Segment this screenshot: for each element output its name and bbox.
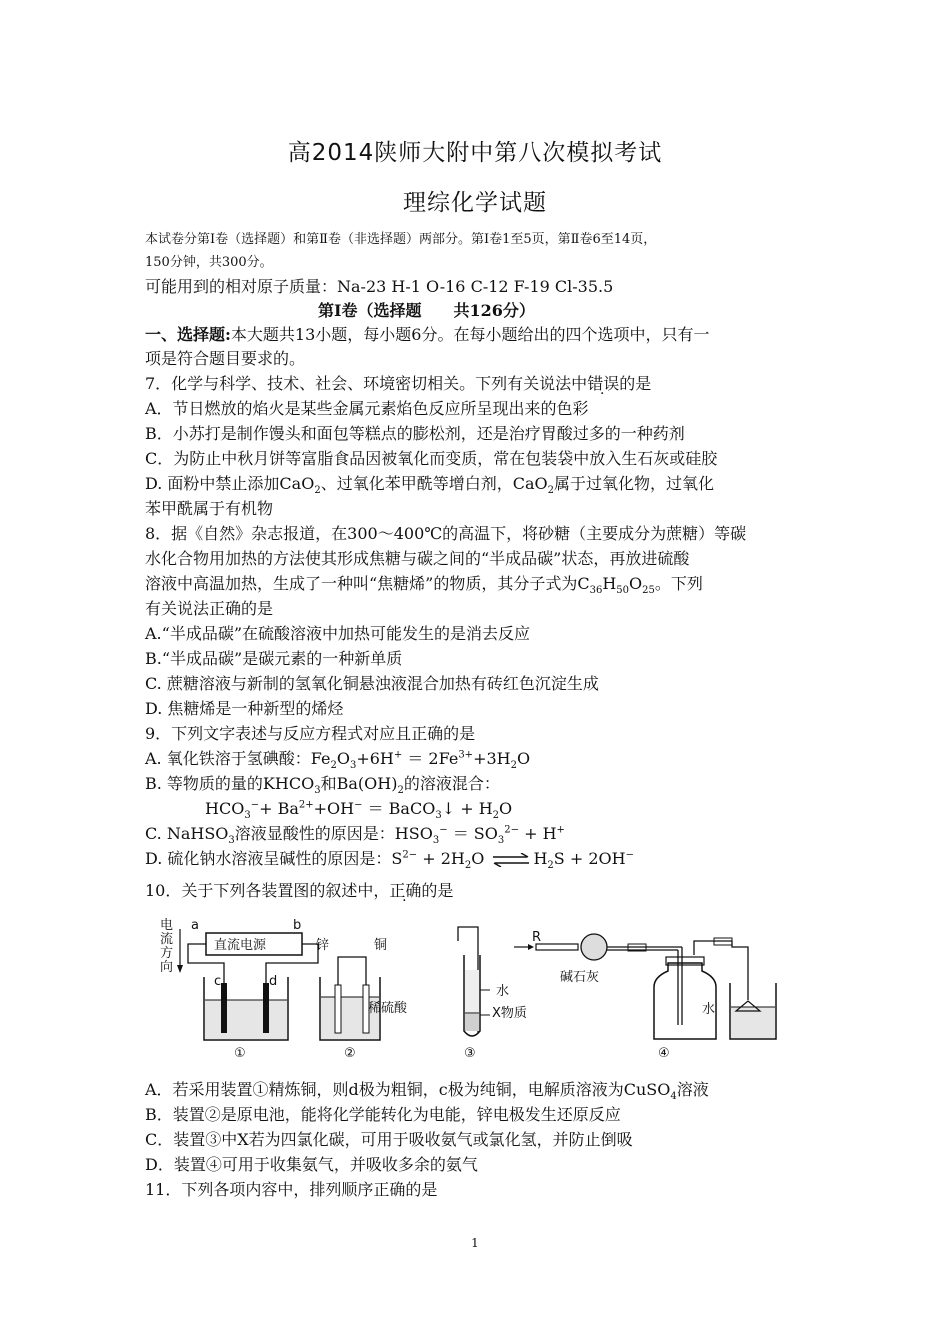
q9-be-1: HCO xyxy=(205,799,245,818)
q10-option-b: B．装置②是原电池，能将化学能转化为电能，锌电极发生还原反应 xyxy=(145,1105,621,1124)
label-4: ④ xyxy=(658,1046,670,1061)
exam-title: 高2014陕师大附中第八次模拟考试 xyxy=(287,140,663,166)
q7-d-sub-1: 2 xyxy=(314,485,321,497)
q9-d-1: D. 硫化钠水溶液呈碱性的原因是：S xyxy=(145,849,403,868)
section-heading: 第Ⅰ卷（选择题 共126分） xyxy=(318,301,535,320)
x-substance-label: X物质 xyxy=(492,1006,527,1021)
q9-option-b xyxy=(145,773,500,795)
apparatus-figure xyxy=(158,915,818,1065)
q10-stem-text: 10．关于下列各装置图的叙述中， xyxy=(145,881,390,900)
intro-line-2: 150分钟，共300分。 xyxy=(145,255,273,270)
q9-option-d xyxy=(145,848,634,870)
q10-option-c: C．装置③中X若为四氯化碳，可用于吸收氨气或氯化氢，并防止倒吸 xyxy=(145,1130,633,1149)
q8-option-b: B.“半成品碳”是碳元素的一种新单质 xyxy=(145,649,403,668)
q9-c-1: C. NaHSO xyxy=(145,824,229,843)
q7-option-d xyxy=(145,473,714,495)
page-number: 1 xyxy=(471,1236,479,1250)
q9-c-7: 3 xyxy=(497,835,505,847)
apparatus-2 xyxy=(316,937,408,1061)
water-label-2: 水 xyxy=(702,1002,716,1017)
q9-c-5: − xyxy=(439,824,448,836)
q10-option-a xyxy=(145,1079,709,1101)
q9-option-b-equation xyxy=(205,798,512,820)
q9-be-7: − xyxy=(354,799,363,811)
q9-d-7: 2 xyxy=(547,860,554,872)
q7-option-a: A．节日燃放的焰火是某些金属元素焰色反应所呈现出来的色彩 xyxy=(145,399,589,418)
q9-c-3: 溶液显酸性的原因是：HSO xyxy=(234,824,433,843)
q9-a-5: +6H xyxy=(356,749,394,768)
atomic-masses: 可能用到的相对原子质量：Na-23 H-1 O-16 C-12 F-19 Cl-35.5 xyxy=(145,277,614,296)
q10-emphasis: 正确 xyxy=(389,881,422,900)
q9-d-4: 2 xyxy=(464,860,472,872)
q7-option-b: B．小苏打是制作馒头和面包等糕点的膨松剂，还是治疗胃酸过多的一种药剂 xyxy=(145,424,685,443)
q9-be-11: 2 xyxy=(492,810,500,822)
label-3: ③ xyxy=(464,1046,476,1061)
acid-label: 稀硫酸 xyxy=(368,1001,408,1016)
q7-stem-text: 7．化学与科学、技术、社会、环境密切相关。下列有关说法中 xyxy=(145,374,588,393)
q9-a-11: O xyxy=(516,749,531,768)
q9-be-3: − xyxy=(250,799,260,811)
section-instructions-2: 项是符合题目要求的。 xyxy=(145,349,306,368)
q9-b-4: 2 xyxy=(397,785,404,797)
q9-a-10: 2 xyxy=(510,760,517,772)
q9-d-6: H xyxy=(533,849,548,868)
current-dir-2: 流 xyxy=(160,932,174,947)
q9-b-2: 3 xyxy=(314,785,321,797)
q9-be-9: 3 xyxy=(435,810,442,822)
q11-stem: 11．下列各项内容中，排列顺序正确的是 xyxy=(145,1180,438,1199)
q7-d-text-1: D. 面粉中禁止添加CaO xyxy=(145,474,315,493)
exam-subtitle: 理综化学试题 xyxy=(403,190,547,216)
q9-a-4: 3 xyxy=(349,760,357,772)
q8-sub-o: 25 xyxy=(642,585,655,597)
apparatus-diagram xyxy=(158,915,818,1065)
q9-stem: 9．下列文字表述与反应方程式对应且正确的是 xyxy=(145,724,476,743)
q8-h: H xyxy=(602,574,617,593)
q9-a-7: ＝ 2Fe xyxy=(402,749,459,768)
instr-label: 一、选择题: xyxy=(145,325,231,344)
terminal-b: b xyxy=(293,918,302,933)
q9-be-8: ＝ BaCO xyxy=(362,799,436,818)
q9-be-2: 3 xyxy=(244,810,251,822)
water-label: 水 xyxy=(496,984,510,999)
q8-sub-h: 50 xyxy=(616,585,630,597)
q9-b-3: 和Ba(OH) xyxy=(320,774,398,793)
q9-be-6: +OH xyxy=(313,799,355,818)
soda-lime-label: 碱石灰 xyxy=(560,970,600,985)
electrode-d: d xyxy=(269,974,278,989)
q8-sub-c: 36 xyxy=(589,585,603,597)
current-dir-4: 向 xyxy=(160,960,174,975)
q7-option-c: C．为防止中秋月饼等富脂食品因被氧化而变质，常在包装袋中放入生石灰或硅胶 xyxy=(145,449,718,468)
copper-label: 铜 xyxy=(374,938,388,953)
q9-c-8: 2− xyxy=(504,824,519,836)
q10-option-d: D．装置④可用于收集氨气，并吸收多余的氨气 xyxy=(145,1155,478,1174)
r-label: R xyxy=(532,930,542,945)
q9-c-6: ＝ SO xyxy=(447,824,498,843)
q9-d-3: + 2H xyxy=(417,849,465,868)
q9-be-4: + Ba xyxy=(259,799,299,818)
terminal-a: a xyxy=(191,918,199,933)
q9-a-9: +3H xyxy=(473,749,511,768)
electrode-c: c xyxy=(214,974,222,989)
q7-d-sub-2: 2 xyxy=(547,485,554,497)
q9-d-9: − xyxy=(625,849,634,861)
q8-option-a: A.“半成品碳”在硫酸溶液中加热可能发生的是消去反应 xyxy=(145,624,531,643)
q9-be-12: O xyxy=(499,799,513,818)
q10-a-1: A．若采用装置①精炼铜，则d极为粗铜，c极为纯铜，电解质溶液为CuSO xyxy=(145,1080,671,1099)
q9-option-a xyxy=(145,748,530,770)
reversible-arrow-icon xyxy=(491,853,531,867)
q9-b-5: 的溶液混合： xyxy=(403,774,500,793)
q10-a-2: 4 xyxy=(670,1091,677,1103)
q9-option-c xyxy=(145,823,565,845)
q10-stem xyxy=(145,880,453,902)
q9-be-5: 2+ xyxy=(298,799,314,811)
q8-formula-text: 溶液中高温加热，生成了一种叫“焦糖烯”的物质，其分子式为C xyxy=(145,574,590,593)
q8-o: O xyxy=(629,574,643,593)
section-instructions xyxy=(145,324,709,346)
q9-c-10: + xyxy=(556,824,565,836)
q9-c-9: + H xyxy=(519,824,557,843)
q9-a-3: O xyxy=(336,749,350,768)
apparatus-4 xyxy=(514,930,776,1061)
q7-d-text-2: 、过氧化苯甲酰等增白剂，CaO xyxy=(320,474,548,493)
q9-a-1: A. 氧化铁溶于氢碘酸：Fe xyxy=(145,749,331,768)
drying-tube-bulb xyxy=(581,934,607,960)
q9-a-2: 2 xyxy=(330,760,337,772)
q10-a-3: 溶液 xyxy=(676,1080,709,1099)
q8-stem-4: 有关说法正确的是 xyxy=(145,599,274,618)
apparatus-1 xyxy=(160,917,318,1061)
q7-stem-end: 的是 xyxy=(619,374,652,393)
q9-d-8: S + 2OH xyxy=(553,849,626,868)
q8-stem-end: 。下列 xyxy=(654,574,703,593)
q9-a-8: 3+ xyxy=(458,749,474,761)
q8-stem-1: 8．据《自然》杂志报道，在300～400℃的高温下，将砂糖（主要成分为蔗糖）等碳 xyxy=(145,524,747,543)
current-dir-3: 方 xyxy=(160,946,174,961)
q7-stem xyxy=(145,373,651,395)
current-dir-1: 电 xyxy=(160,918,174,933)
instr-text: 本大题共13小题，每小题6分。在每小题给出的四个选项中，只有一 xyxy=(230,325,710,344)
q8-option-d: D. 焦糖烯是一种新型的烯烃 xyxy=(145,699,344,718)
q9-be-10: ↓ + H xyxy=(441,799,493,818)
q7-option-d-cont: 苯甲酰属于有机物 xyxy=(145,499,274,518)
q9-a-6: + xyxy=(393,749,403,761)
power-label: 直流电源 xyxy=(214,938,267,953)
q9-d-2: 2− xyxy=(402,849,418,861)
q9-c-4: 3 xyxy=(432,835,440,847)
q9-c-2: 3 xyxy=(228,835,235,847)
intro-line-1: 本试卷分第Ⅰ卷（选择题）和第Ⅱ卷（非选择题）两部分。第Ⅰ卷1至5页，第Ⅱ卷6至14页， xyxy=(145,232,657,247)
q9-d-5: O xyxy=(471,849,485,868)
q9-b-1: B. 等物质的量的KHCO xyxy=(145,774,315,793)
zinc-label: 锌 xyxy=(316,938,330,953)
q8-option-c: C. 蔗糖溶液与新制的氢氧化铜悬浊液混合加热有砖红色沉淀生成 xyxy=(145,674,599,693)
q10-stem-end: 的是 xyxy=(421,881,454,900)
q7-d-text-3: 属于过氧化物，过氧化 xyxy=(554,474,715,493)
q8-stem-3 xyxy=(145,573,703,595)
q7-emphasis: 错误 xyxy=(587,374,620,393)
label-1: ① xyxy=(234,1046,246,1061)
label-2: ② xyxy=(344,1046,356,1061)
q8-stem-2: 水化合物用加热的方法使其形成焦糖与碳之间的“半成品碳”状态，再放进硫酸 xyxy=(145,549,690,568)
